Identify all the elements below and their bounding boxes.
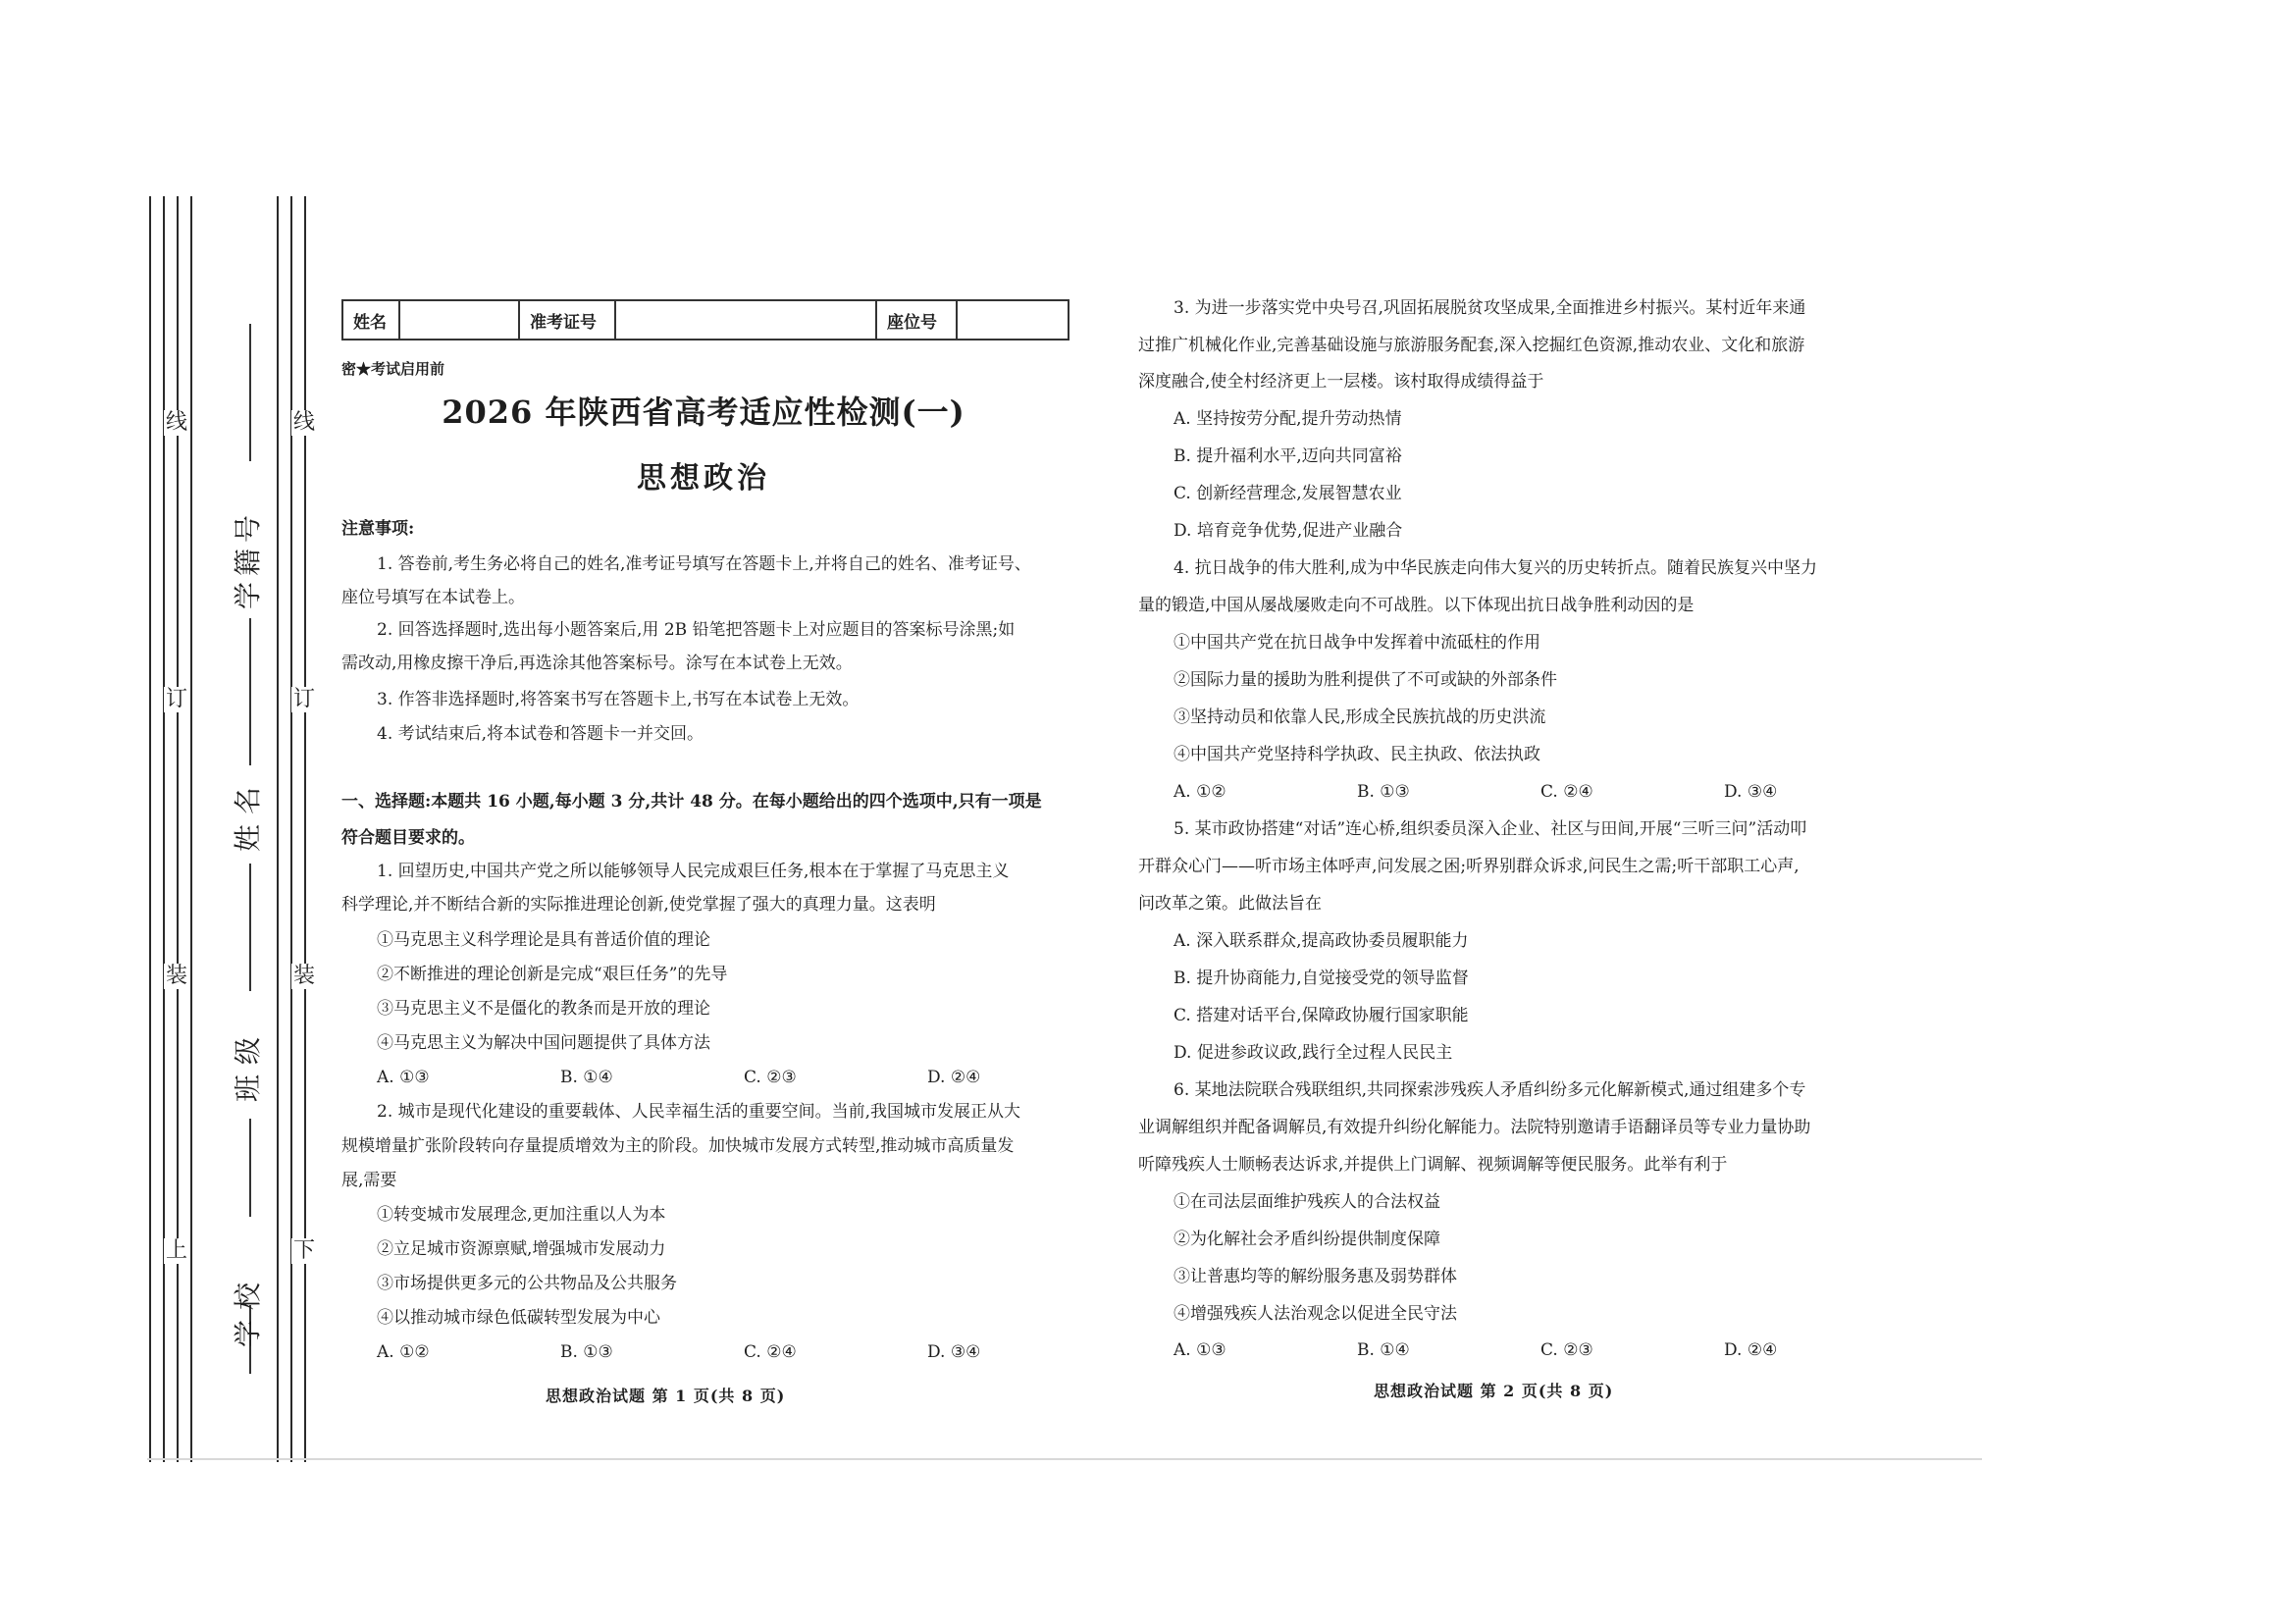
field-name-line (249, 864, 251, 991)
q4-item: ①中国共产党在抗日战争中发挥着中流砥柱的作用 (1174, 633, 1540, 653)
margin-rule (149, 196, 151, 1462)
q5-stem: 问改革之策。此做法旨在 (1138, 894, 1322, 914)
q1-stem: 1. 回望历史,中国共产党之所以能够领导人民完成艰巨任务,根本在于掌握了马克思主义 (377, 862, 1010, 881)
q3-stem: 3. 为进一步落实党中央号召,巩固拓展脱贫攻坚成果,全面推进乡村振兴。某村近年来通 (1174, 298, 1806, 318)
margin-rule (304, 196, 306, 1462)
exam-no-field[interactable] (616, 301, 877, 339)
option-d[interactable]: D. ③④ (927, 1342, 981, 1362)
margin-rule (163, 196, 165, 1462)
option-d[interactable]: D. ③④ (1724, 782, 1778, 802)
exam-title: 2026 年陕西省高考适应性检测(一) (442, 393, 965, 431)
q3-option-b[interactable]: B. 提升福利水平,迈向共同富裕 (1174, 446, 1402, 466)
cut-mark-staple: 订 (292, 687, 315, 711)
exam-no-label: 准考证号 (520, 301, 616, 339)
cut-mark-line: 线 (165, 410, 187, 435)
notice-line: 1. 答卷前,考生务必将自己的姓名,准考证号填写在答题卡上,并将自己的姓名、准考证号、 (377, 554, 1031, 574)
q2-stem: 展,需要 (341, 1171, 397, 1190)
q6-item: ④增强残疾人法治观念以促进全民守法 (1174, 1304, 1457, 1324)
notice-line: 需改动,用橡皮擦干净后,再选涂其他答案标号。涂写在本试卷上无效。 (341, 654, 853, 673)
q5-option-c[interactable]: C. 搭建对话平台,保障政协履行国家职能 (1174, 1006, 1469, 1025)
q2-item: ②立足城市资源禀赋,增强城市发展动力 (377, 1239, 666, 1259)
q4-options (1174, 780, 1907, 804)
cut-mark-line: 线 (292, 410, 315, 435)
q3-stem: 深度融合,使全村经济更上一层楼。该村取得成绩得益于 (1138, 372, 1544, 392)
q3-option-d[interactable]: D. 培育竞争优势,促进产业融合 (1174, 521, 1403, 541)
candidate-info-table (341, 299, 1069, 341)
q2-stem: 2. 城市是现代化建设的重要载体、人民幸福生活的重要空间。当前,我国城市发展正从大 (377, 1102, 1021, 1122)
option-a[interactable]: A. ①② (377, 1342, 430, 1362)
q6-item: ①在司法层面维护残疾人的合法权益 (1174, 1192, 1440, 1212)
q3-option-c[interactable]: C. 创新经营理念,发展智慧农业 (1174, 484, 1402, 503)
q6-stem: 听障残疾人士顺畅表达诉求,并提供上门调解、视频调解等便民服务。此举有利于 (1138, 1155, 1728, 1175)
seat-label: 座位号 (877, 301, 958, 339)
q6-item: ②为化解社会矛盾纠纷提供制度保障 (1174, 1230, 1440, 1249)
option-a[interactable]: A. ①② (1174, 782, 1226, 802)
field-name-text: 姓名 (232, 776, 265, 853)
q2-item: ①转变城市发展理念,更加注重以人为本 (377, 1205, 666, 1225)
q6-stem: 6. 某地法院联合残联组织,共同探索涉残疾人矛盾纠纷多元化解新模式,通过组建多个专 (1174, 1080, 1806, 1100)
q4-stem: 4. 抗日战争的伟大胜利,成为中华民族走向伟大复兴的历史转折点。随着民族复兴中坚力 (1174, 558, 1818, 578)
cut-mark-bottom: 下 (292, 1238, 315, 1263)
option-a[interactable]: A. ①③ (377, 1068, 430, 1087)
name-field[interactable] (400, 301, 520, 339)
q3-stem: 过推广机械化作业,完善基础设施与旅游服务配套,深入挖掘红色资源,推动农业、文化和旅游 (1138, 336, 1805, 355)
option-c[interactable]: C. ②③ (744, 1068, 797, 1087)
option-a[interactable]: A. ①③ (1174, 1340, 1226, 1360)
cut-mark-top: 上 (165, 1238, 187, 1263)
q5-option-a[interactable]: A. 深入联系群众,提高政协委员履职能力 (1174, 931, 1469, 951)
option-d[interactable]: D. ②④ (1724, 1340, 1778, 1360)
notice-line: 座位号填写在本试卷上。 (341, 588, 525, 607)
q1-item: ②不断推进的理论创新是完成“艰巨任务”的先导 (377, 965, 728, 984)
option-b[interactable]: B. ①③ (1357, 782, 1410, 802)
q4-item: ④中国共产党坚持科学执政、民主执政、依法执政 (1174, 745, 1540, 764)
field-name-line-top (249, 618, 251, 765)
q4-item: ②国际力量的援助为胜利提供了不可或缺的外部条件 (1174, 670, 1557, 690)
q1-item: ④马克思主义为解决中国问题提供了具体方法 (377, 1033, 710, 1053)
section-heading: 一、选择题:本题共 16 小题,每小题 3 分,共计 48 分。在每小题给出的四个选项中,只有一项是 (341, 792, 1042, 812)
field-student-id-text: 学籍号 (232, 508, 265, 610)
q1-item: ①马克思主义科学理论是具有普适价值的理论 (377, 930, 710, 950)
field-class-line (249, 1119, 251, 1217)
field-class-text: 班级 (232, 1026, 265, 1103)
notice-line: 2. 回答选择题时,选出每小题答案后,用 2B 铅笔把答题卡上对应题目的答案标号涂黑;如 (377, 620, 1016, 640)
cut-mark-staple: 订 (165, 687, 187, 711)
cut-mark-bind: 装 (165, 964, 187, 988)
q5-stem: 开群众心门——听市场主体呼声,问发展之困;听界别群众诉求,问民生之需;听干部职工心声, (1138, 857, 1799, 876)
q2-options (377, 1340, 1111, 1364)
option-d[interactable]: D. ②④ (927, 1068, 981, 1087)
option-b[interactable]: B. ①④ (560, 1068, 613, 1087)
q6-item: ③让普惠均等的解纷服务惠及弱势群体 (1174, 1267, 1457, 1286)
margin-rule (277, 196, 279, 1462)
secret-note: 密★考试启用前 (341, 360, 445, 378)
option-c[interactable]: C. ②④ (1540, 782, 1593, 802)
notice-line: 4. 考试结束后,将本试卷和答题卡一并交回。 (377, 724, 704, 744)
q2-item: ③市场提供更多元的公共物品及公共服务 (377, 1274, 677, 1293)
option-b[interactable]: B. ①③ (560, 1342, 613, 1362)
page-bottom-divider (147, 1458, 1982, 1460)
notice-heading: 注意事项: (341, 519, 415, 539)
seat-field[interactable] (958, 301, 1064, 339)
option-b[interactable]: B. ①④ (1357, 1340, 1410, 1360)
q2-item: ④以推动城市绿色低碳转型发展为中心 (377, 1308, 660, 1328)
q5-option-d[interactable]: D. 促进参政议政,践行全过程人民民主 (1174, 1043, 1453, 1063)
q1-stem: 科学理论,并不断结合新的实际推进理论创新,使党掌握了强大的真理力量。这表明 (341, 895, 936, 915)
q6-options (1174, 1338, 1907, 1362)
field-student-id-line (249, 324, 251, 461)
page-footer-left: 思想政治试题 第 1 页(共 8 页) (546, 1387, 786, 1405)
q5-option-b[interactable]: B. 提升协商能力,自觉接受党的领导监督 (1174, 969, 1469, 988)
margin-rule (290, 196, 292, 1462)
page-footer-right: 思想政治试题 第 2 页(共 8 页) (1374, 1382, 1614, 1400)
notice-line: 3. 作答非选择题时,将答案书写在答题卡上,书写在本试卷上无效。 (377, 690, 860, 709)
margin-rule (190, 196, 192, 1462)
name-label: 姓名 (343, 301, 400, 339)
q3-option-a[interactable]: A. 坚持按劳分配,提升劳动热情 (1174, 409, 1402, 429)
q1-options (377, 1066, 1111, 1089)
q4-stem: 量的锻造,中国从屡战屡败走向不可战胜。以下体现出抗日战争胜利动因的是 (1138, 596, 1695, 615)
q5-stem: 5. 某市政协搭建“对话”连心桥,组织委员深入企业、社区与田间,开展“三听三问”活动叩 (1174, 819, 1807, 839)
option-c[interactable]: C. ②③ (1540, 1340, 1593, 1360)
q6-stem: 业调解组织并配备调解员,有效提升纠纷化解能力。法院特别邀请手语翻译员等专业力量协助 (1138, 1118, 1811, 1137)
subject-title: 思想政治 (637, 461, 770, 496)
q4-item: ③坚持动员和依靠人民,形成全民族抗战的历史洪流 (1174, 707, 1546, 727)
field-school-text: 学校 (232, 1272, 265, 1348)
section-heading: 符合题目要求的。 (341, 828, 475, 848)
margin-rule (177, 196, 179, 1462)
cut-mark-bind: 装 (292, 964, 315, 988)
q1-item: ③马克思主义不是僵化的教条而是开放的理论 (377, 999, 710, 1019)
option-c[interactable]: C. ②④ (744, 1342, 797, 1362)
q2-stem: 规模增量扩张阶段转向存量提质增效为主的阶段。加快城市发展方式转型,推动城市高质量发 (341, 1136, 1015, 1156)
